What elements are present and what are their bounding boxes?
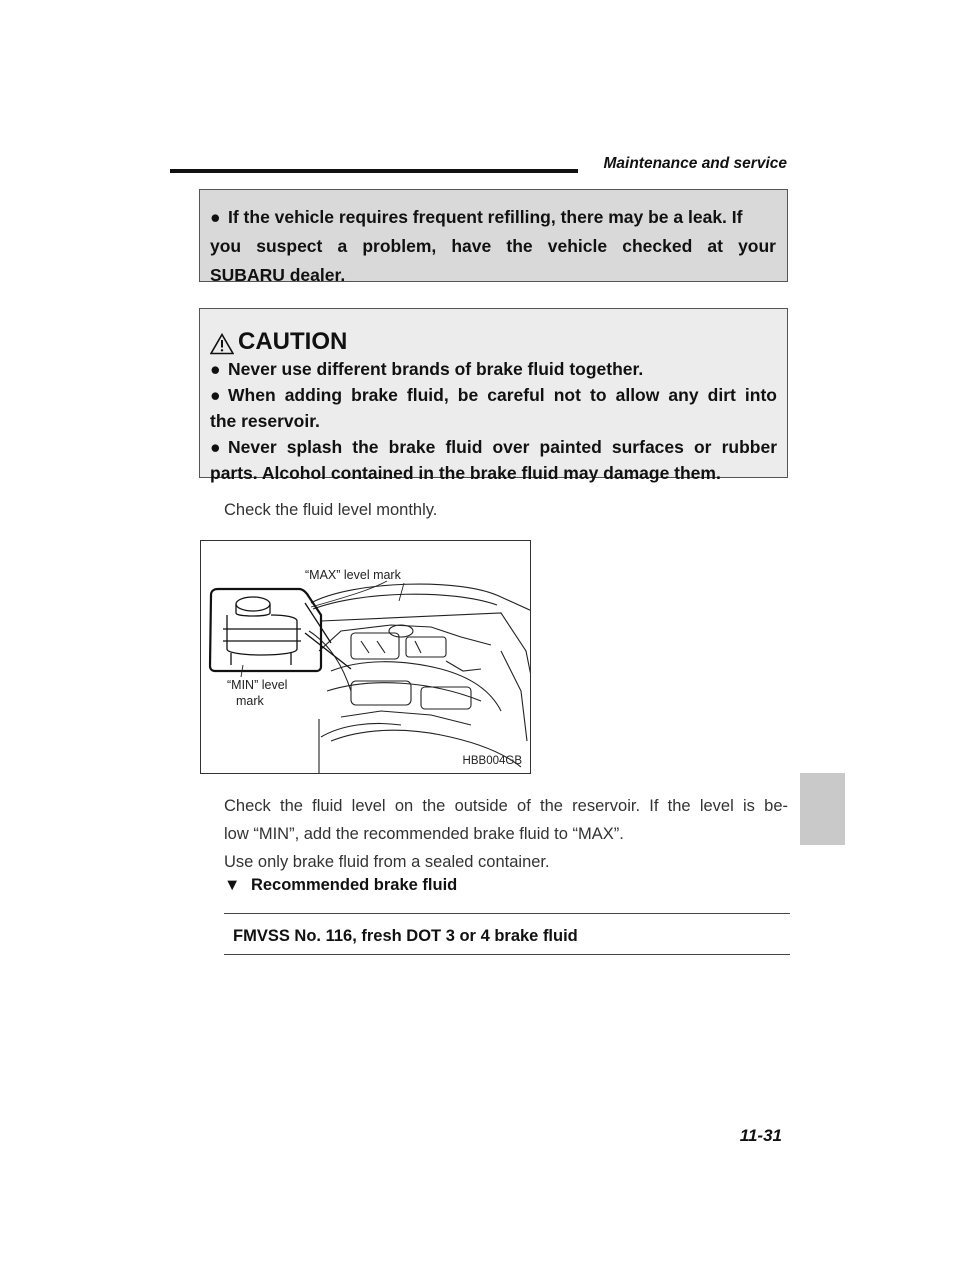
note-line-3: SUBARU dealer. [210, 265, 346, 285]
bullet-icon: ● [210, 359, 221, 379]
note-line-1: ● If the vehicle requires frequent refilling, there may be a leak. If [210, 203, 776, 232]
header-rule [170, 169, 578, 173]
bullet-icon: ● [210, 437, 221, 457]
max-level-label: “MAX” level mark [305, 568, 401, 582]
min-level-label-line-1: “MIN” level [227, 678, 288, 692]
spec-bottom-rule [224, 954, 790, 955]
caution-item-3-cont: parts. Alcohol contained in the brake fluid may damage them. [210, 463, 721, 483]
caution-header [210, 321, 777, 355]
note-line-2: you suspect a problem, have the vehicle checked at your [210, 236, 776, 256]
spec-heading: ▼ Recommended brake fluid [224, 876, 458, 894]
min-level-label-line-2: mark [236, 694, 264, 708]
bullet-icon: ● [210, 207, 221, 227]
spec-value: FMVSS No. 116, fresh DOT 3 or 4 brake fluid [233, 927, 578, 945]
check-instructions [224, 792, 788, 876]
instruction-line-3: Use only brake fluid from a sealed container. [224, 853, 550, 871]
note-box [199, 189, 788, 285]
bullet-icon: ● [210, 385, 221, 405]
figure-code: HBB004GB [462, 755, 522, 767]
caution-item-2: ● When adding brake fluid, be careful not to allow any dirt into [210, 382, 777, 408]
brake-reservoir-figure [200, 540, 531, 774]
triangle-down-icon: ▼ [224, 876, 241, 894]
instruction-line-2: low “MIN”, add the recommended brake fluid to “MAX”. [224, 825, 624, 843]
instruction-line-1: Check the fluid level on the outside of the reservoir. If the level is be- [224, 797, 788, 815]
caution-title: CAUTION [238, 328, 348, 355]
caution-box [199, 308, 788, 483]
section-title: Maintenance and service [603, 155, 787, 172]
intro-text: Check the fluid level monthly. [224, 501, 438, 519]
caution-item-3: ● Never splash the brake fluid over painted surfaces or rubber [210, 434, 777, 460]
caution-item-1: ● Never use different brands of brake fluid together. [210, 356, 777, 382]
chapter-tab [800, 773, 845, 845]
caution-item-2-cont: the reservoir. [210, 411, 320, 431]
spec-top-rule [224, 913, 790, 914]
warning-triangle-icon [210, 333, 234, 355]
page-number: 11-31 [739, 1126, 782, 1145]
